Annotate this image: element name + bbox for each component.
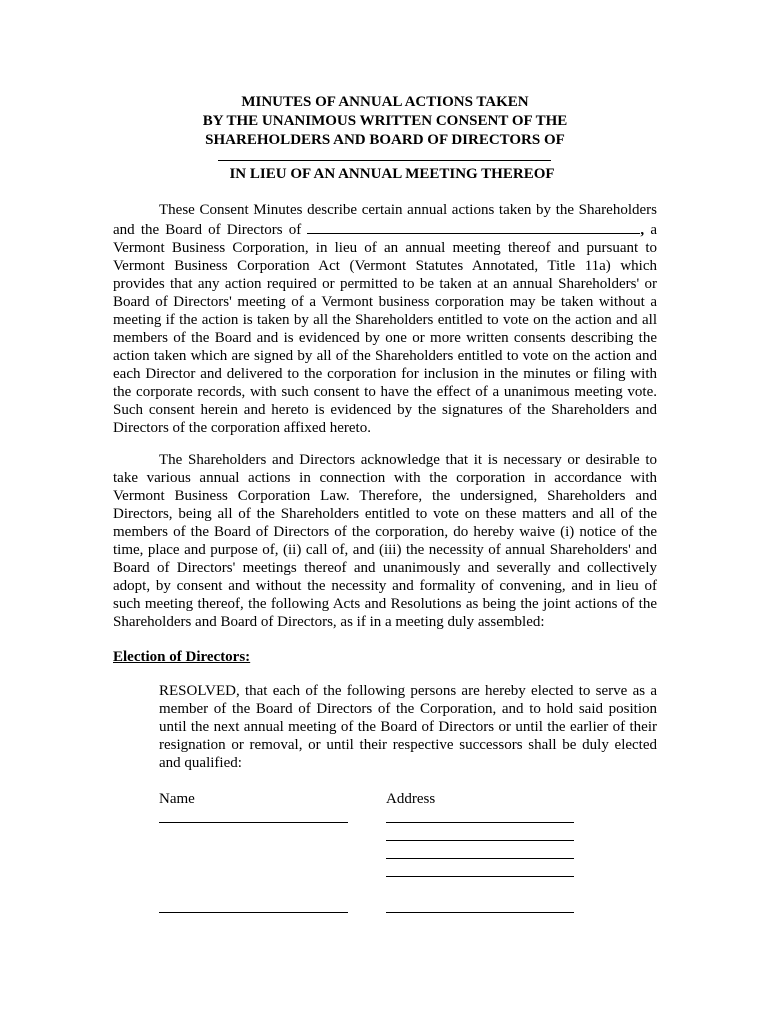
consent-paragraph-start: These Consent Minutes describe certain annual actions taken by the Shareholders and the Board of Directors of	[113, 202, 657, 238]
consent-paragraph	[113, 201, 657, 437]
director-address-line[interactable]	[386, 912, 574, 913]
resolution-paragraph: RESOLVED, that each of the following persons are hereby elected to serve as a member of the Board of Directors of the Corporation, and to hold said position until the next annual meeting of the Board of Directors or until the earlier of their resignation or removal, or until their respective successors shall be duly elected and qualified:	[159, 683, 657, 771]
director-address-line[interactable]	[386, 822, 574, 823]
director-name-line[interactable]	[159, 822, 348, 823]
acknowledgement-paragraph: The Shareholders and Directors acknowledge that it is necessary or desirable to take various annual actions in connection with the corporation in accordance with Vermont Business Corporation Law. Therefore, the undersigned, Shareholders and Directors, being all of the Shareholders entitled to vote on these matters and all of the members of the Board of Directors of the corporation, do hereby waive (i) notice of the time, place and purpose of, (ii) call of, and (iii) the necessity of annual Shareholders' and Board of Directors' meetings thereof and unanimously and severally and collectively adopt, by consent and without the necessity and formality of convening, and in lieu of such meeting thereof, the following Acts and Resolutions as being the joint actions of the Shareholders and Board of Directors, as if in a meeting duly assembled:	[113, 452, 657, 630]
title-line-1: MINUTES OF ANNUAL ACTIONS TAKEN	[241, 94, 529, 110]
consent-paragraph-rest: a Vermont Business Corporation, in lieu of an annual meeting thereof and pursuant to Vermont Business Corporation Act (Vermont Statutes Annotated, Title 11a) which provides that any action required or permitted to be taken at an annual Shareholders' or Board of Directors' meeting of a Vermont business corporation may be taken without a meeting if the action is taken by all the Shareholders entitled to vote on the action and all members of the Board and is evidenced by one or more written consents describing the action taken which are signed by all of the Shareholders entitled to vote on the action and each Director and delivered to the corporation for inclusion in the minutes or filing with the corporate records, with such consent to have the effect of a unanimous meeting vote. Such consent herein and hereto is evidenced by the signatures of the Shareholders and Directors of the corporation affixed hereto.	[113, 222, 657, 436]
election-heading: Election of Directors:	[113, 649, 251, 665]
document-title	[0, 93, 770, 150]
title-line-3: SHAREHOLDERS AND BOARD OF DIRECTORS OF	[205, 132, 565, 148]
director-address-line[interactable]	[386, 858, 574, 859]
director-address-line[interactable]	[386, 840, 574, 841]
director-name-line[interactable]	[159, 912, 348, 913]
document-subtitle: IN LIEU OF AN ANNUAL MEETING THEREOF	[229, 166, 555, 182]
address-column-label: Address	[386, 791, 436, 807]
title-line-2: BY THE UNANIMOUS WRITTEN CONSENT OF THE	[202, 113, 568, 129]
corporation-name-blank[interactable]	[218, 160, 551, 161]
name-column-label: Name	[159, 791, 195, 807]
blank-comma: ,	[640, 222, 645, 238]
corporation-name-fill-blank[interactable]	[307, 219, 640, 234]
director-address-line[interactable]	[386, 876, 574, 877]
